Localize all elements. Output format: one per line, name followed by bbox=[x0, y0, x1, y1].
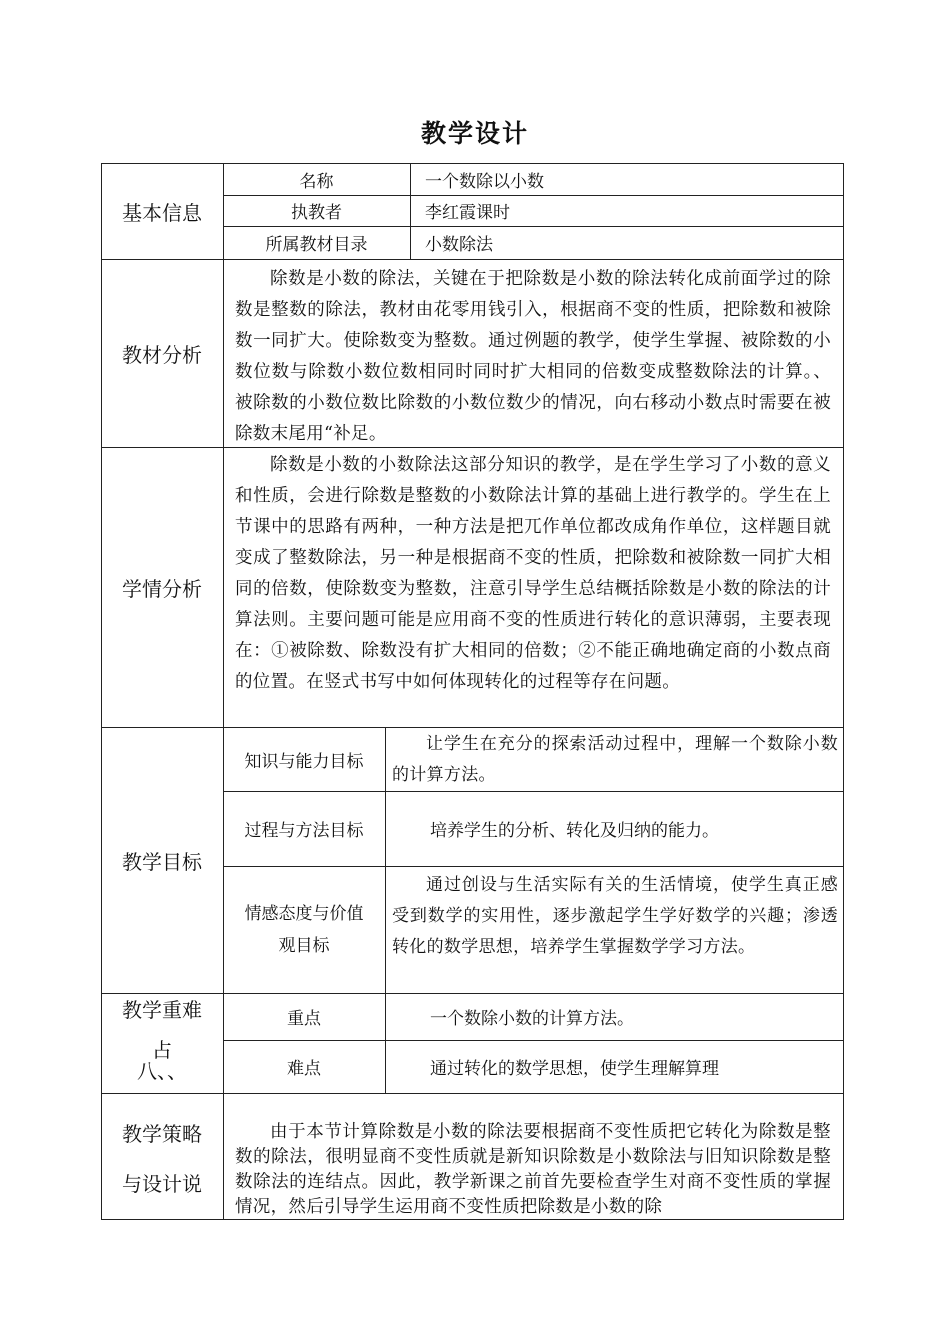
material-analysis-text: 除数是小数的除法，关键在于把除数是小数的除法转化成前面学过的除数是整数的除法，教材由花零用钱引入，根据商不变的性质，把除数和被除数一同扩大。使除数变为整数。通过例题的教学，使学生掌握、被除数的小数位数与除数小数位数相同时同时扩大相同的倍数变成整数除法的计算。、被除数的小数位数比除数的小数位数少的情况，向右移动小数点时需要在被除数末尾用“补足。 bbox=[235, 269, 831, 444]
emotion-goal-value: 通过创设与生活实际有关的生活情境，使学生真正感受到数学的实用性，逐步激起学生学好数学的兴趣；渗透转化的数学思想，培养学生掌握数学学习方法。 bbox=[392, 875, 838, 957]
student-analysis-text: 除数是小数的小数除法这部分知识的教学，是在学生学习了小数的意义和性质，会进行除数是整数的小数除法计算的基础上进行教学的。学生在上节课中的思路有两种，一种方法是把兀作单位都改成角作单位，这样题目就变成了整数除法，另一种是根据商不变的性质，把除数和被除数一同扩大相同的倍数，使除数变为整数，注意引导学生总结概括除数是小数的除法的计算法则。主要问题可能是应用商不变的性质进行转化的意识薄弱，主要表现在：①被除数、除数没有扩大相同的倍数；②不能正确地确定商的小数点商的位置。在竖式书写中如何体现转化的过程等存在问题。 bbox=[235, 455, 831, 692]
basic-info-label: 基本信息 bbox=[122, 200, 202, 225]
emotion-goal-key-line1: 情感态度与价值 bbox=[244, 903, 364, 924]
key-points-label-line2: 占 bbox=[152, 1038, 172, 1062]
key-points-label-line3: 八、、 bbox=[137, 1059, 187, 1083]
student-analysis-label: 学情分析 bbox=[122, 576, 202, 601]
name-value: 一个数除以小数 bbox=[425, 171, 544, 192]
name-key: 名称 bbox=[299, 171, 334, 192]
difficult-point-value: 通过转化的数学思想，使学生理解算理 bbox=[430, 1059, 719, 1079]
difficult-point-key: 难点 bbox=[287, 1059, 321, 1079]
document-title: 教学设计 bbox=[420, 119, 529, 148]
key-point-value: 一个数除小数的计算方法。 bbox=[430, 1009, 634, 1029]
teacher-value: 李红霞课时 bbox=[425, 203, 510, 223]
knowledge-goal-key: 知识与能力目标 bbox=[244, 751, 364, 772]
strategy-label bbox=[101, 1093, 223, 1219]
emotion-goal-key bbox=[223, 866, 385, 993]
strategy-label-line2: 与设计说 bbox=[122, 1172, 202, 1196]
emotion-goal-key-line2: 观目标 bbox=[278, 935, 330, 956]
teacher-key: 执教者 bbox=[291, 203, 342, 223]
teaching-goals-label: 教学目标 bbox=[122, 849, 202, 874]
strategy-text: 由于本节计算除数是小数的除法要根据商不变性质把它转化为除数是整数的除法，很明显商不变性质就是新知识除数是小数除法与旧知识除数是整数除法的连结点。因此，教学新课之前首先要检查学生对商不变性质的掌握情况，然后引导学生运用商不变性质把除数是小数的除 bbox=[235, 1122, 831, 1217]
strategy-label-line1: 教学策略 bbox=[122, 1122, 202, 1146]
knowledge-goal-value: 让学生在充分的探索活动过程中，理解一个数除小数的计算方法。 bbox=[392, 734, 838, 785]
catalog-key: 所属教材目录 bbox=[265, 235, 368, 255]
material-analysis-label: 教材分析 bbox=[122, 342, 202, 367]
key-points-label bbox=[101, 993, 223, 1093]
process-goal-value: 培养学生的分析、转化及归纳的能力。 bbox=[430, 821, 719, 841]
process-goal-key: 过程与方法目标 bbox=[244, 821, 364, 841]
catalog-value: 小数除法 bbox=[425, 235, 493, 255]
key-points-label-line1: 教学重难 bbox=[122, 998, 202, 1022]
key-point-key: 重点 bbox=[287, 1009, 321, 1029]
